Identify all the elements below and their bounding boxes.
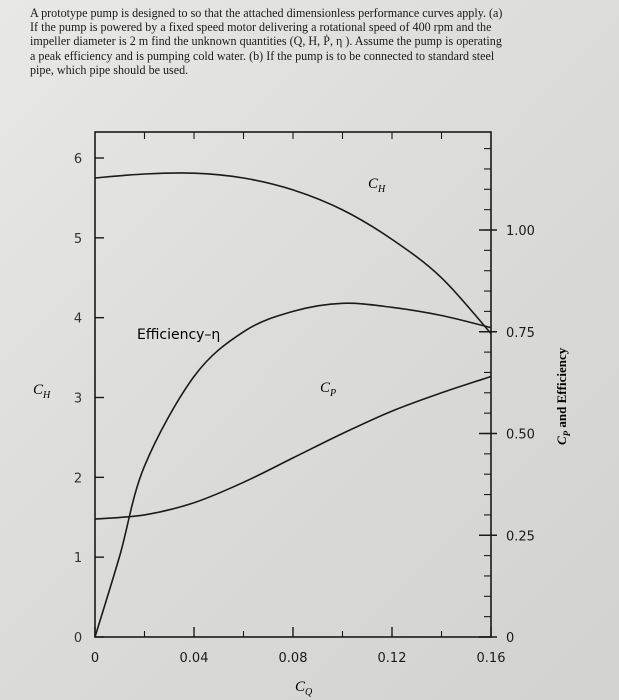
series-ch-line bbox=[95, 173, 491, 334]
cp-curve-label-sub: P bbox=[330, 388, 337, 399]
x-tick-label: 0.16 bbox=[476, 651, 506, 666]
problem-line: a peak efficiency and is pumping cold water. (b) If the pump is to be connected to standard steel bbox=[30, 48, 495, 63]
right-tick-label: 1.00 bbox=[506, 224, 535, 239]
curves bbox=[95, 173, 491, 637]
ch-curve-label-sub: H bbox=[378, 184, 386, 195]
left-axis-title bbox=[33, 382, 51, 401]
left-tick-label: 4 bbox=[73, 311, 83, 327]
problem-line: impeller diameter is 2 m find the unknown quantities (Q, H, Ṗ, η ). Assume the pump is operating bbox=[30, 34, 502, 49]
efficiency-curve-label: Efficiency–η bbox=[137, 327, 221, 343]
right-tick-label: 0.25 bbox=[506, 529, 535, 545]
ch-curve-label bbox=[368, 176, 386, 195]
x-tick-label: 0.08 bbox=[278, 651, 308, 666]
right-axis-title-main: C bbox=[554, 436, 569, 445]
series-efficiency-line bbox=[95, 303, 491, 637]
left-tick-label: 6 bbox=[73, 152, 83, 167]
left-axis-title-main: C bbox=[33, 382, 44, 398]
right-axis-title-rest: and Efficiency bbox=[554, 347, 569, 431]
ch-curve-label-main: C bbox=[368, 176, 379, 192]
right-axis-title bbox=[554, 347, 572, 445]
series-cp-line bbox=[95, 377, 491, 520]
cp-curve-label-main: C bbox=[320, 380, 331, 396]
left-axis-title-sub: H bbox=[43, 390, 51, 401]
x-tick-label: 0.12 bbox=[377, 651, 407, 666]
left-tick-label: 1 bbox=[73, 551, 83, 567]
problem-line: pipe, which pipe should be used. bbox=[30, 62, 189, 77]
x-tick-label: 0 bbox=[90, 651, 100, 666]
left-tick-label: 5 bbox=[73, 231, 83, 247]
right-tick-label: 0.50 bbox=[506, 427, 535, 443]
axis-ticks bbox=[74, 132, 535, 666]
plot-border bbox=[95, 132, 491, 637]
right-tick-label: 0 bbox=[506, 631, 515, 646]
x-axis-title bbox=[295, 679, 313, 698]
problem-line: A prototype pump is designed to so that the attached dimensionless performance curves apply. (a) bbox=[30, 6, 503, 20]
problem-line: If the pump is powered by a fixed speed motor delivering a rotational speed of 400 rpm and the bbox=[30, 20, 492, 35]
x-axis-title-main: C bbox=[295, 679, 306, 695]
x-tick-label: 0.04 bbox=[179, 651, 209, 666]
x-axis-title-sub: Q bbox=[305, 687, 313, 698]
right-tick-label: 0.75 bbox=[506, 325, 535, 341]
cp-curve-label bbox=[320, 380, 336, 399]
left-tick-label: 3 bbox=[73, 391, 83, 407]
right-axis-title-sub: P bbox=[562, 430, 572, 437]
left-tick-label: 0 bbox=[73, 631, 83, 646]
plot-frame bbox=[95, 132, 491, 637]
left-tick-label: 2 bbox=[73, 471, 83, 487]
